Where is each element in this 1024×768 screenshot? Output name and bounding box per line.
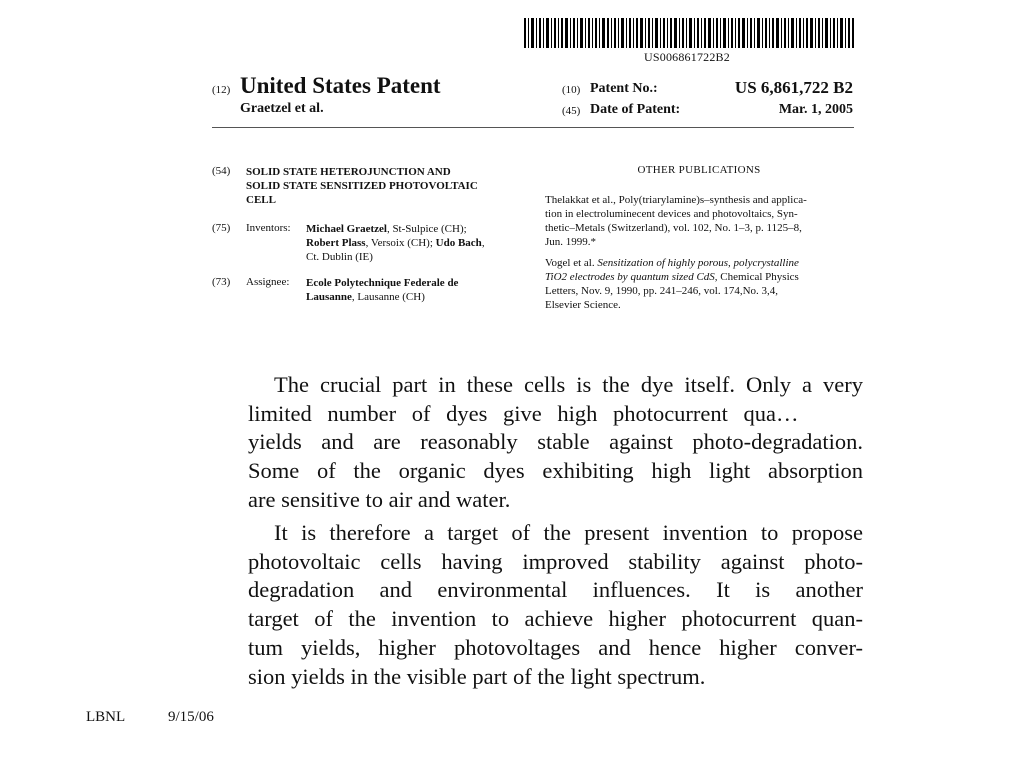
patent-number-label: Patent No.: — [590, 81, 658, 96]
invention-title-line: CELL — [246, 194, 276, 206]
publication-line: Jun. 1999.* — [545, 236, 597, 248]
excerpt-line: are sensitive to air and water. — [248, 486, 511, 512]
inventor-location: , — [481, 237, 485, 249]
invention-title-line: SOLID STATE HETEROJUNCTION AND — [246, 166, 451, 178]
field-inventors-code: (75) — [212, 222, 231, 234]
patent-date-value: Mar. 1, 2005 — [778, 102, 853, 117]
patent-number-value: US 6,861,722 B2 — [734, 78, 853, 97]
publication-entry — [545, 193, 853, 249]
excerpt-paragraph-1 — [248, 371, 863, 515]
inventor-location: , Versoix (CH); — [365, 237, 436, 249]
assignee-value — [306, 276, 536, 304]
excerpt-line: Some of the organic dyes exhibiting high light absorption — [248, 458, 863, 484]
patent-date-label: Date of Patent: — [590, 102, 681, 117]
excerpt-line: limited number of dyes give high photocurrent qua… — [248, 400, 799, 426]
publication-line: Elsevier Science. — [545, 299, 621, 311]
assignee-location: , Lausanne (CH) — [351, 291, 425, 303]
inventor-name: Robert Plass — [306, 237, 366, 249]
publication-title: Sensitization of highly porous, polycrystalline — [597, 257, 799, 269]
invention-title-line: SOLID STATE SENSITIZED PHOTOVOLTAIC — [246, 180, 478, 192]
excerpt-line: degradation and environmental influences. It is another — [248, 577, 863, 603]
inventor-name: Michael Graetzel — [306, 223, 387, 235]
patent-barcode — [524, 18, 854, 48]
excerpt-line: It is therefore a target of the present invention to propose — [274, 520, 863, 545]
barcode-number: US006861722B2 — [644, 50, 730, 64]
other-publications-heading: OTHER PUBLICATIONS — [637, 164, 761, 176]
footer-organization: LBNL — [86, 709, 126, 725]
inventors-list — [306, 222, 536, 264]
invention-title — [246, 165, 536, 207]
assignee-name: Ecole Polytechnique Federale de — [306, 277, 459, 289]
inventor-name: Udo Bach — [435, 237, 482, 249]
publication-author: Vogel et al. — [545, 257, 598, 269]
inventor-location: , St-Sulpice (CH); — [386, 223, 467, 235]
excerpt-line: tum yields, higher photovoltages and hence higher conver- — [248, 634, 863, 660]
patent-type-code: (12) — [212, 84, 231, 96]
patent-title-heading: United States Patent — [240, 73, 441, 98]
field-inventors-label: Inventors: — [246, 222, 291, 234]
field-assignee-code: (73) — [212, 276, 231, 288]
inventor-location: Ct. Dublin (IE) — [306, 251, 373, 263]
footer-date: 9/15/06 — [168, 709, 214, 725]
publication-line: Chemical Physics — [717, 271, 799, 283]
field-assignee-label: Assignee: — [246, 276, 290, 288]
excerpt-line: photovoltaic cells having improved stability against photo- — [248, 548, 863, 574]
barcode-graphic — [524, 18, 854, 48]
excerpt-line: sion yields in the visible part of the light spectrum. — [248, 663, 706, 689]
field-title-code: (54) — [212, 165, 231, 177]
publication-title: TiO2 electrodes by quantum sized CdS, — [545, 271, 718, 283]
assignee-name: Lausanne — [306, 291, 352, 303]
excerpt-paragraph-2 — [248, 519, 863, 691]
excerpt-line: The crucial part in these cells is the dye itself. Only a very — [274, 372, 863, 397]
header-divider — [212, 127, 854, 128]
publication-line: tion in electroluminecent devices and photovoltaics, Syn- — [545, 208, 798, 220]
publication-line: thetic–Metals (Switzerland), vol. 102, No. 1–3, p. 1125–8, — [545, 222, 802, 234]
excerpt-line: yields and are reasonably stable against photo-degradation. — [248, 429, 863, 455]
publication-line: Thelakkat et al., Poly(triarylamine)s–synthesis and applica- — [545, 194, 807, 206]
excerpt-line: target of the invention to achieve higher photocurrent quan- — [248, 606, 863, 632]
patent-date-code: (45) — [562, 105, 581, 117]
patent-number-code: (10) — [562, 84, 581, 96]
inventors-short: Graetzel et al. — [240, 101, 324, 116]
publication-line: Letters, Nov. 9, 1990, pp. 241–246, vol. 174,No. 3,4, — [545, 285, 779, 297]
publication-entry — [545, 256, 853, 312]
